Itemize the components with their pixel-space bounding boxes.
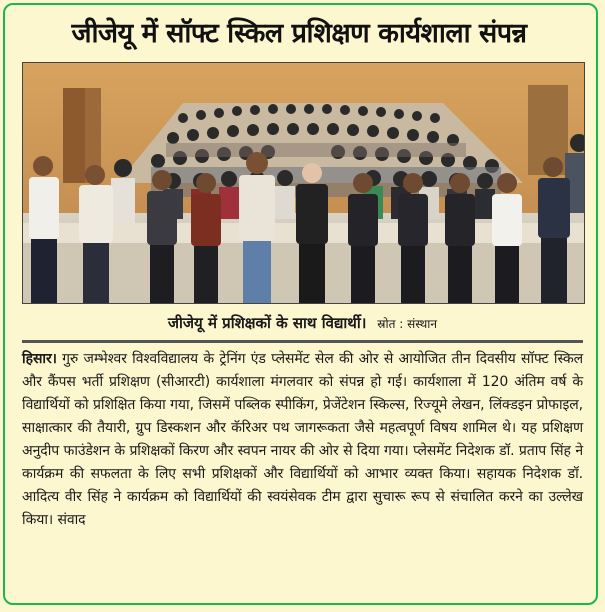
article-dateline: हिसार। [22, 351, 57, 367]
article-text: गुरु जम्भेश्वर विश्वविद्यालय के ट्रेनिंग एंड प्लेसमेंट सेल की ओर से आयोजित तीन दिवसीय सॉफ्ट स्किल और कैंपस भर्ती प्रशिक्षण (सीआरटी) कार्यशाला मंगलवार को संपन्न हो गई। कार्यशाला में 120 अंतिम वर्ष के विद्यार्थियों को प्रशिक्षित किया गया, जिसमें पब्लिक स्पीकिंग, प्रेजेंटेशन स्किल्स, रिज्यूमे लेखन, लिंक्डइन प्रोफाइल, साक्षात्कार की तैयारी, ग्रुप डिस्कशन और कॅरिअर पथ जागरूकता जैसे महत्वपूर्ण विषय शामिल थे। यह प्रशिक्षण अनुदीप फाउंडेशन के प्रशिक्षकों किरण और स्वपन नायर की ओर से दिया गया। प्लेसमेंट निदेशक डॉ. प्रताप सिंह ने कार्यक्रम की सफलता के लिए सभी प्रशिक्षकों और विद्यार्थियों को आभार व्यक्त किया। सहायक निदेशक डॉ. आदित्य वीर सिंह ने कार्यक्रम को विद्यार्थियों की स्वयंसेवक टीम द्वारा सुचारू रूप से संचालित करने का उल्लेख किया। संवाद [22, 351, 583, 528]
caption-text: जीजेयू में प्रशिक्षकों के साथ विद्यार्थी। [167, 314, 367, 332]
headline: जीजेयू में सॉफ्ट स्किल प्रशिक्षण कार्यशाला संपन्न [71, 18, 527, 49]
photo-illustration [23, 63, 584, 303]
photo-caption [22, 308, 583, 338]
group-photo [22, 62, 585, 304]
caption-source: स्रोत : संस्थान [377, 317, 438, 331]
divider [22, 340, 583, 343]
article-body [22, 348, 583, 532]
